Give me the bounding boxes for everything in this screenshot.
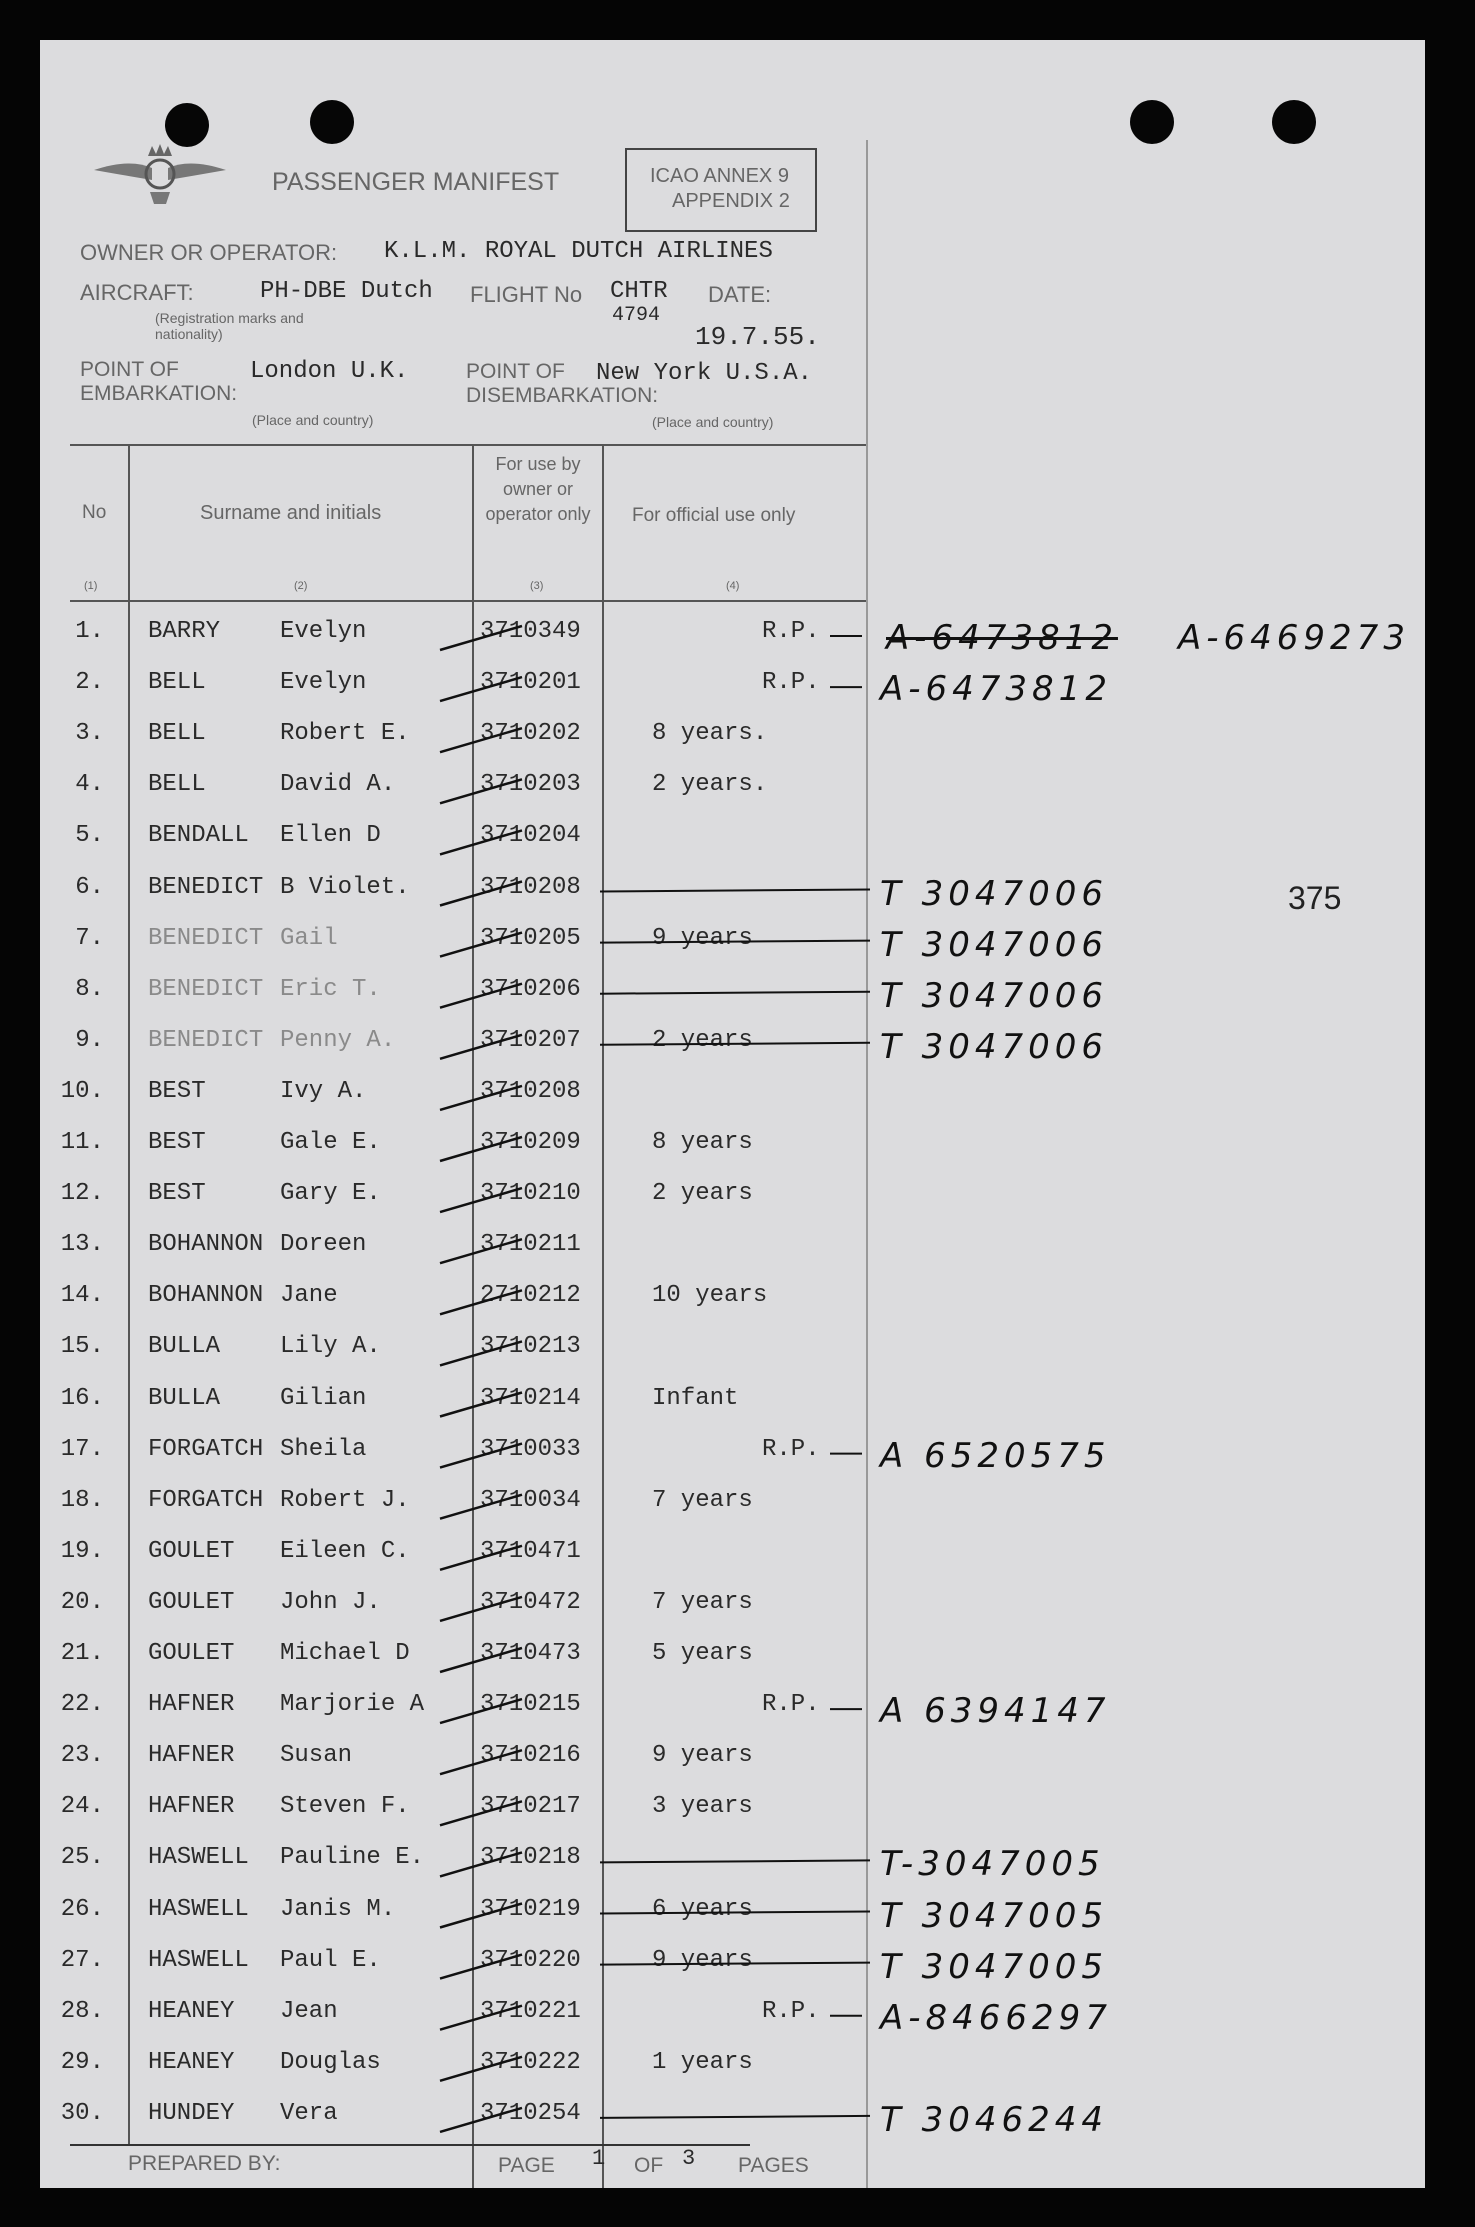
row-owner-code: 3710217 [480, 1793, 581, 1821]
row-owner-code: 3710214 [480, 1384, 581, 1412]
row-initials: Sheila [280, 1435, 367, 1463]
row-handwritten-note: T-3047005 [880, 1844, 1105, 1885]
row-initials: Evelyn [280, 618, 367, 645]
check-mark [440, 728, 522, 752]
row-owner-code: 3710033 [480, 1435, 581, 1463]
aircraft-label: AIRCRAFT: [80, 280, 194, 305]
row-surname: BARRY [148, 618, 221, 645]
row-official-note: R.P. [762, 618, 820, 645]
row-initials: Janis M. [280, 1895, 396, 1923]
check-mark [440, 1035, 522, 1059]
row-number: 10. [60, 1077, 104, 1105]
page-value: 1 [592, 2146, 606, 2171]
date-label: DATE: [708, 282, 772, 307]
handwritten-marks [40, 40, 1425, 2188]
check-mark [440, 933, 522, 957]
check-mark [440, 1597, 522, 1621]
row-surname: GOULET [148, 1640, 235, 1667]
row-surname: BENEDICT [148, 1026, 264, 1054]
row-surname: HUNDEY [148, 2099, 235, 2127]
row-initials: Michael D [280, 1640, 410, 1667]
row-owner-code: 3710254 [480, 2099, 581, 2127]
row-surname: BELL [148, 771, 206, 799]
row-initials: Susan [280, 1742, 353, 1770]
row-initials: Evelyn [280, 669, 367, 697]
prepared-by-label: PREPARED BY: [128, 2152, 281, 2175]
form-title: PASSENGER MANIFEST [272, 168, 560, 196]
row-surname: BEST [148, 1129, 206, 1156]
row-official-note: Infant [652, 1384, 739, 1412]
row-number: 24. [60, 1793, 104, 1821]
connector-line [600, 992, 870, 994]
row-number: 22. [60, 1691, 104, 1719]
col-name-number: (2) [294, 580, 308, 592]
check-mark [440, 677, 522, 701]
row-official-note: R.P. [762, 1997, 820, 2025]
check-mark [440, 882, 522, 906]
aircraft-note: (Registration marks and nationality) [155, 310, 304, 342]
check-mark [440, 1444, 522, 1468]
row-surname: BEST [148, 1180, 206, 1208]
row-surname: BOHANNON [148, 1231, 264, 1259]
row-owner-code: 3710201 [480, 669, 581, 697]
row-surname: BOHANNON [148, 1282, 264, 1310]
row-number: 19. [60, 1537, 104, 1565]
row-official-note: 10 years [652, 1282, 768, 1310]
page-label: PAGE [498, 2154, 555, 2177]
flight-label: FLIGHT No [470, 282, 583, 307]
row-initials: Paul E. [280, 1946, 381, 1974]
row-owner-code: 3710205 [480, 924, 581, 952]
row-owner-code: 3710202 [480, 720, 581, 748]
check-mark [440, 1852, 522, 1876]
row-number: 21. [60, 1640, 104, 1667]
row-surname: GOULET [148, 1588, 235, 1616]
row-handwritten-note: T 3047006 [880, 1026, 1108, 1067]
connector-line [600, 1912, 870, 1914]
row-official-note: R.P. [762, 669, 820, 697]
row-initials: Jean [280, 1997, 338, 2025]
row-surname: HAFNER [148, 1691, 235, 1719]
col-official-number: (4) [726, 580, 740, 592]
row-number: 7. [75, 924, 104, 952]
col-owner-header: For use by owner or operator only [485, 454, 591, 524]
row-surname: FORGATCH [148, 1435, 264, 1463]
row-initials: Vera [280, 2099, 338, 2127]
check-mark [440, 2057, 522, 2081]
row-official-note: 7 years [652, 1588, 753, 1616]
check-mark [440, 1801, 522, 1825]
row-official-note: 1 years [652, 2048, 753, 2076]
check-mark [440, 626, 522, 650]
row-number: 4. [75, 771, 104, 799]
row-number: 16. [60, 1384, 104, 1412]
of-value: 3 [682, 2146, 696, 2171]
row-owner-code: 3710216 [480, 1742, 581, 1770]
check-mark [440, 1750, 522, 1774]
row-initials: Marjorie A [280, 1691, 425, 1719]
row-handwritten-note: A-6469273 [1178, 618, 1410, 658]
row-number: 18. [60, 1486, 104, 1514]
row-initials: Robert J. [280, 1486, 410, 1514]
row-official-note: 2 years. [652, 771, 768, 799]
row-handwritten-note: T 3047006 [880, 924, 1108, 965]
check-mark [440, 2108, 522, 2132]
manifest-sheet [40, 40, 1425, 2188]
row-initials: Jane [280, 1282, 338, 1310]
row-initials: Steven F. [280, 1793, 410, 1821]
row-owner-code: 3710208 [480, 1077, 581, 1105]
row-owner-code: 3710215 [480, 1691, 581, 1719]
row-surname: HEANEY [148, 2048, 235, 2076]
row-surname: GOULET [148, 1537, 235, 1565]
row-initials: Douglas [280, 2048, 381, 2076]
row-surname: BENEDICT [148, 975, 264, 1003]
row-official-note: 9 years [652, 924, 753, 952]
row-number: 11. [60, 1129, 104, 1156]
check-mark [440, 779, 522, 803]
check-mark [440, 1341, 522, 1365]
row-surname: HAFNER [148, 1742, 235, 1770]
row-number: 26. [60, 1895, 104, 1923]
row-owner-code: 3710220 [480, 1946, 581, 1974]
row-owner-code: 3710222 [480, 2048, 581, 2076]
check-mark [440, 1393, 522, 1417]
row-number: 17. [60, 1435, 104, 1463]
connector-line [600, 2116, 870, 2118]
row-owner-code: 3710473 [480, 1640, 581, 1667]
row-initials: Penny A. [280, 1026, 396, 1054]
annex-line2: APPENDIX 2 [672, 190, 790, 212]
connector-line [600, 890, 870, 892]
row-handwritten-note: A 6394147 [880, 1691, 1111, 1732]
row-surname: HASWELL [148, 1844, 249, 1872]
row-initials: Gary E. [280, 1180, 381, 1208]
check-mark [440, 1648, 522, 1672]
row-official-note: R.P. [762, 1691, 820, 1719]
row-owner-code: 3710204 [480, 822, 581, 850]
row-official-note: 2 years [652, 1026, 753, 1054]
row-number: 23. [60, 1742, 104, 1770]
row-surname: HAFNER [148, 1793, 235, 1821]
row-initials: Pauline E. [280, 1844, 425, 1872]
row-initials: Ellen D [280, 822, 381, 850]
owner-value: K.L.M. ROYAL DUTCH AIRLINES [384, 238, 773, 265]
row-handwritten-note: T 3047005 [880, 1946, 1108, 1987]
row-initials: Gail [280, 924, 338, 952]
row-owner-code: 3710207 [480, 1026, 581, 1054]
row-owner-code: 3710472 [480, 1588, 581, 1616]
row-initials: David A. [280, 771, 396, 799]
embark-label: POINT OF EMBARKATION: [80, 358, 238, 405]
row-number: 2. [75, 669, 104, 697]
row-owner-code: 3710211 [480, 1231, 581, 1259]
row-surname: BULLA [148, 1384, 221, 1412]
row-initials: Gale E. [280, 1129, 381, 1156]
row-handwritten-note: T 3047006 [880, 975, 1108, 1016]
row-number: 5. [75, 822, 104, 850]
check-mark [440, 1699, 522, 1723]
row-surname: BELL [148, 720, 206, 748]
row-number: 25. [60, 1844, 104, 1872]
row-owner-code: 3710209 [480, 1129, 581, 1156]
check-mark [440, 830, 522, 854]
row-surname: HASWELL [148, 1946, 249, 1974]
annex-line1: ICAO ANNEX 9 [650, 165, 789, 187]
row-owner-code: 3710206 [480, 975, 581, 1003]
row-surname: HEANEY [148, 1997, 235, 2025]
row-handwritten-note: T 3047006 [880, 873, 1108, 914]
flight-value-2: 4794 [612, 304, 661, 327]
check-mark [440, 1239, 522, 1263]
row-number: 9. [75, 1026, 104, 1054]
row-owner-code: 3710213 [480, 1333, 581, 1361]
row-initials: Doreen [280, 1231, 367, 1259]
disembark-label: POINT OF DISEMBARKATION: [466, 360, 659, 407]
col-official-header: For official use only [632, 505, 796, 526]
check-mark [440, 984, 522, 1008]
row-owner-code: 3710203 [480, 771, 581, 799]
row-initials: Gilian [280, 1384, 367, 1412]
row-number: 30. [60, 2099, 104, 2127]
row-owner-code: 3710221 [480, 1997, 581, 2025]
row-official-note: 7 years [652, 1486, 753, 1514]
row-owner-code: 2710212 [480, 1282, 581, 1310]
row-owner-code: 3710218 [480, 1844, 581, 1872]
row-initials: Robert E. [280, 720, 410, 748]
row-official-note: 8 years. [652, 720, 768, 748]
row-handwritten-note: T 3046244 [880, 2099, 1108, 2140]
row-initials: B Violet. [280, 873, 410, 901]
row-number: 27. [60, 1946, 104, 1974]
date-value: 19.7.55. [695, 322, 820, 352]
check-mark [440, 1137, 522, 1161]
of-label: OF [634, 2154, 664, 2177]
row-official-note: 5 years [652, 1640, 753, 1667]
check-mark [440, 1290, 522, 1314]
row-handwritten-note: A 6520575 [880, 1435, 1111, 1476]
embark-value: London U.K. [250, 358, 409, 385]
connector-line [600, 1043, 870, 1045]
embark-note: (Place and country) [252, 412, 374, 428]
row-surname: BULLA [148, 1333, 221, 1361]
row-official-note: 9 years [652, 1742, 753, 1770]
check-mark [440, 1086, 522, 1110]
row-owner-code: 3710208 [480, 873, 581, 901]
side-number: 375 [1288, 880, 1342, 916]
row-owner-code: 3710210 [480, 1180, 581, 1208]
row-number: 8. [75, 975, 104, 1003]
row-initials: Ivy A. [280, 1077, 367, 1105]
row-surname: BENDALL [148, 822, 249, 850]
aircraft-value: PH-DBE Dutch [260, 278, 433, 305]
col-name-header: Surname and initials [200, 502, 382, 524]
row-official-note: 3 years [652, 1793, 753, 1821]
check-mark [440, 1546, 522, 1570]
check-mark [440, 1495, 522, 1519]
check-mark [440, 1955, 522, 1979]
row-official-note: R.P. [762, 1435, 820, 1463]
row-number: 1. [75, 618, 104, 645]
row-surname: BENEDICT [148, 873, 264, 901]
row-number: 13. [60, 1231, 104, 1259]
row-official-note: 6 years [652, 1895, 753, 1923]
row-handwritten-note: A-8466297 [880, 1997, 1112, 2038]
col-no-number: (1) [84, 580, 98, 592]
row-official-note: 9 years [652, 1946, 753, 1974]
col-owner-number: (3) [530, 580, 544, 592]
row-struck-note: A-6473812 [886, 618, 1118, 658]
row-surname: BEST [148, 1077, 206, 1105]
row-owner-code: 3710034 [480, 1486, 581, 1514]
row-number: 6. [75, 873, 104, 901]
row-handwritten-note: T 3047005 [880, 1895, 1108, 1936]
row-number: 20. [60, 1588, 104, 1616]
row-handwritten-note: A-6473812 [880, 669, 1112, 710]
connector-line [600, 941, 870, 943]
connector-line [600, 1860, 870, 1862]
row-owner-code: 3710471 [480, 1537, 581, 1565]
row-official-note: 8 years [652, 1129, 753, 1156]
connector-line [600, 1963, 870, 1965]
check-mark [440, 1904, 522, 1928]
check-mark [440, 1188, 522, 1212]
row-number: 3. [75, 720, 104, 748]
disembark-note: (Place and country) [652, 414, 774, 430]
row-number: 15. [60, 1333, 104, 1361]
row-surname: BENEDICT [148, 924, 264, 952]
row-owner-code: 3710349 [480, 618, 581, 645]
col-no-header: No [82, 502, 107, 523]
row-initials: Eileen C. [280, 1537, 410, 1565]
check-mark [440, 2006, 522, 2030]
row-number: 12. [60, 1180, 104, 1208]
row-initials: John J. [280, 1588, 381, 1616]
row-initials: Eric T. [280, 975, 381, 1003]
row-owner-code: 3710219 [480, 1895, 581, 1923]
row-number: 14. [60, 1282, 104, 1310]
row-number: 28. [60, 1997, 104, 2025]
row-surname: BELL [148, 669, 206, 697]
flight-value: CHTR [610, 278, 668, 305]
row-number: 29. [60, 2048, 104, 2076]
owner-label: OWNER OR OPERATOR: [80, 240, 338, 265]
row-surname: HASWELL [148, 1895, 249, 1923]
row-initials: Lily A. [280, 1333, 381, 1361]
pages-label: PAGES [738, 2154, 809, 2177]
row-official-note: 2 years [652, 1180, 753, 1208]
disembark-value: New York U.S.A. [596, 360, 813, 387]
row-surname: FORGATCH [148, 1486, 264, 1514]
